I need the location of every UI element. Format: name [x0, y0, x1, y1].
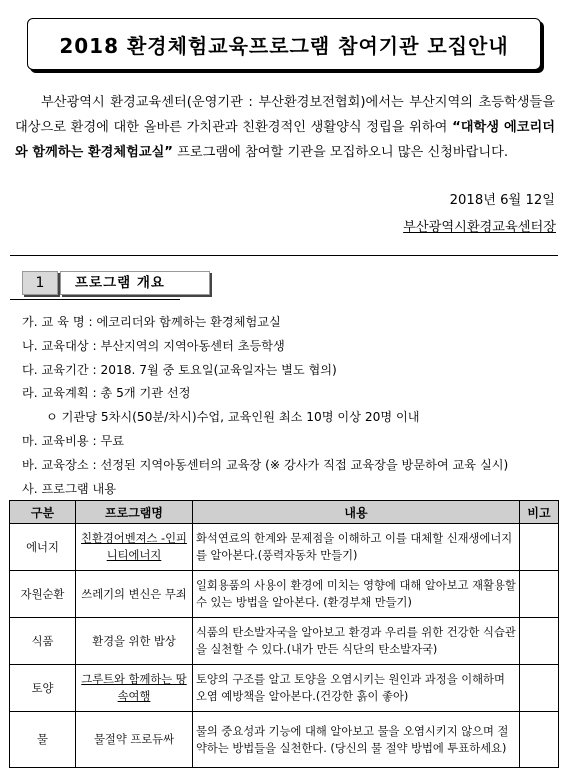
- header-program-name: 프로그램명: [76, 501, 193, 524]
- overview-item: 가. 교 육 명 : 에코리더와 함께하는 환경체험교실: [22, 315, 281, 329]
- overview-item: 사. 프로그램 내용: [22, 481, 117, 496]
- row-content: 토양의 구조를 알고 토양을 오염시키는 원인과 과정을 이해하며 오염 예방책을 알아본다.(건강한 흙이 좋아): [193, 665, 520, 712]
- table-row: [10, 712, 559, 768]
- row-category: 물: [10, 712, 76, 768]
- issuing-organization: 부산광역시환경교육센터장: [403, 220, 556, 235]
- row-program-name: 환경을 위한 밥상: [76, 618, 193, 665]
- section-number: 1: [22, 271, 58, 295]
- overview-item: 나. 교육대상 : 부산지역의 지역아동센터 초등학생: [22, 338, 285, 353]
- row-program-name: 친환경어벤져스 -인피니티에너지: [76, 524, 193, 571]
- row-category: 에너지: [10, 524, 76, 571]
- row-note: [520, 712, 559, 768]
- overview-item: 바. 교육장소 : 선정된 지역아동센터의 교육장 (※ 강사가 직접 교육장을 방문하여 교육 실시): [22, 457, 509, 472]
- table-row: [10, 571, 559, 618]
- document-title: 2018 환경체험교육프로그램 참여기관 모집안내: [59, 33, 509, 58]
- overview-item: 마. 교육비용 : 무료: [22, 433, 125, 448]
- overview-subitem: ㅇ 기관당 5차시(50분/차시)수업, 교육인원 최소 10명 이상 20명 이내: [46, 410, 420, 425]
- intro-text-part1: 부산광역시 환경교육센터(운영기관 : 부산환경보전협회)에서는 부산지역의 초등학생들을 대상으로 환경에 대한 올바른 가치관과 친환경적인 생활양식 정립을 위하여: [15, 95, 555, 135]
- header-category: 구분: [10, 501, 76, 524]
- row-content: 화석연료의 한계와 문제점을 이해하고 이를 대체할 신재생에너지를 알아본다.(풍력자동차 만들기): [193, 524, 520, 571]
- overview-item: 라. 교육계획 : 총 5개 기관 선정: [22, 386, 191, 401]
- row-note: [520, 524, 559, 571]
- section-underline: [10, 299, 180, 300]
- header-content: 내용: [193, 501, 520, 524]
- intro-text-part2: 프로그램에 참여할 기관을 모집하오니 많은 신청바랍니다.: [172, 145, 509, 160]
- table-row: [10, 618, 559, 665]
- row-note: [520, 665, 559, 712]
- overview-list: [22, 311, 562, 501]
- section-divider-top: [10, 255, 558, 256]
- row-category: 자원순환: [10, 571, 76, 618]
- table-header-row: [10, 501, 559, 524]
- intro-program-quote: “대학생 에코리더와 함께하는 환경체험교실”: [15, 120, 556, 160]
- row-program-name: 쓰레기의 변신은 무죄: [76, 571, 193, 618]
- intro-paragraph: [15, 90, 555, 165]
- announcement-date: 2018년 6월 12일: [449, 193, 555, 208]
- row-note: [520, 571, 559, 618]
- header-note: 비고: [520, 501, 559, 524]
- row-content: 물의 중요성과 기능에 대해 알아보고 물을 오염시키지 않으며 절약하는 방법들을 실천한다. (당신의 물 절약 방법에 투표하세요): [193, 712, 520, 768]
- row-content: 일회용품의 사용이 환경에 미치는 영향에 대해 알아보고 재활용할 수 있는 방법을 알아본다. (환경부채 만들기): [193, 571, 520, 618]
- row-category: 토양: [10, 665, 76, 712]
- table-row: [10, 524, 559, 571]
- section-title: 프로그램 개요: [60, 271, 210, 295]
- document-title-box: [27, 18, 541, 70]
- program-table: [9, 500, 559, 768]
- row-program-name: 그루트와 함께하는 땅속여행: [76, 665, 193, 712]
- overview-item: 다. 교육기간 : 2018. 7월 중 토요일(교육일자는 별도 협의): [22, 362, 337, 377]
- table-row: [10, 665, 559, 712]
- row-content: 식품의 탄소발자국을 알아보고 환경과 우리를 위한 건강한 식습관을 실천할 수 있다.(내가 만든 식단의 탄소발자국): [193, 618, 520, 665]
- row-category: 식품: [10, 618, 76, 665]
- row-program-name: 물절약 프로듀싸: [76, 712, 193, 768]
- row-note: [520, 618, 559, 665]
